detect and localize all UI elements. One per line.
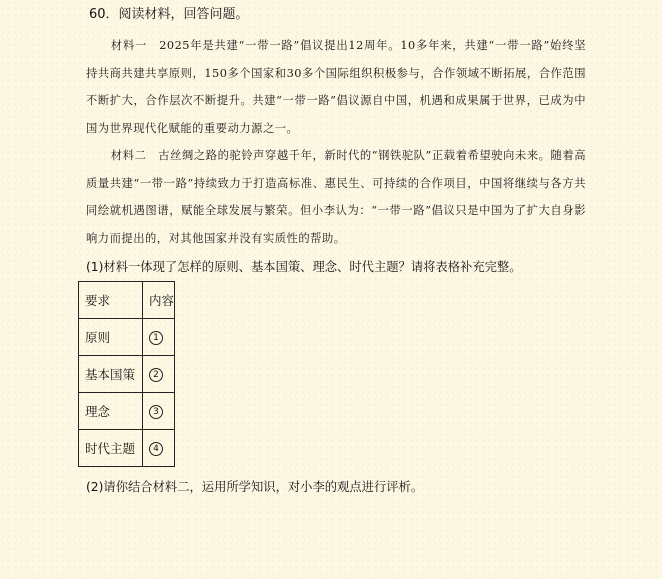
- table-row: [79, 356, 175, 393]
- table-row: [79, 393, 175, 430]
- answer-blank-cell[interactable]: [143, 430, 175, 467]
- table-row-label: 原则: [79, 319, 143, 356]
- table-row-label: 时代主题: [79, 430, 143, 467]
- circled-number-marker: 3: [149, 405, 163, 419]
- circled-number-marker: 1: [149, 331, 163, 345]
- requirements-table: [78, 281, 175, 467]
- table-row: [79, 319, 175, 356]
- part-one-prompt: (1)材料一体现了怎样的原则、基本国策、理念、时代主题？请将表格补充完整。: [86, 260, 522, 274]
- answer-blank-cell[interactable]: [143, 319, 175, 356]
- circled-number-marker: 4: [149, 442, 163, 456]
- table-header-requirement: 要求: [79, 282, 143, 319]
- table-header-content: 内容: [143, 282, 175, 319]
- material-one-paragraph: 材料一 2025年是共建“一带一路”倡议提出12周年。10多年来，共建“一带一路”始终坚持共商共建共享原则，150多个国家和30多个国际组织积极参与，合作领域不断拓展，合作范围不断扩大，合作层次不断提升。共建“一带一路”倡议源自中国，机遇和成果属于世界，已成为中国为世界现代化赋能的重要动力源之一。: [86, 39, 586, 135]
- material-two-paragraph: 材料二 古丝绸之路的驼铃声穿越千年，新时代的“钢铁驼队”正载着希望驶向未来。随着高质量共建“一带一路”持续致力于打造高标准、惠民生、可持续的合作项目，中国将继续与各方共同绘就机遇图谱，赋能全球发展与繁荣。但小李认为：“一带一路”倡议只是中国为了扩大自身影响力而提出的，对其他国家并没有实质性的帮助。: [86, 149, 586, 245]
- circled-number-marker: 2: [149, 368, 163, 382]
- part-two-prompt: (2)请你结合材料二，运用所学知识，对小李的观点进行评析。: [86, 480, 424, 494]
- answer-blank-cell[interactable]: [143, 393, 175, 430]
- table-row: [79, 430, 175, 467]
- question-title: 60．阅读材料，回答问题。: [89, 7, 249, 22]
- table-row-label: 基本国策: [79, 356, 143, 393]
- table-header-row: [79, 282, 175, 319]
- table-row-label: 理念: [79, 393, 143, 430]
- answer-blank-cell[interactable]: [143, 356, 175, 393]
